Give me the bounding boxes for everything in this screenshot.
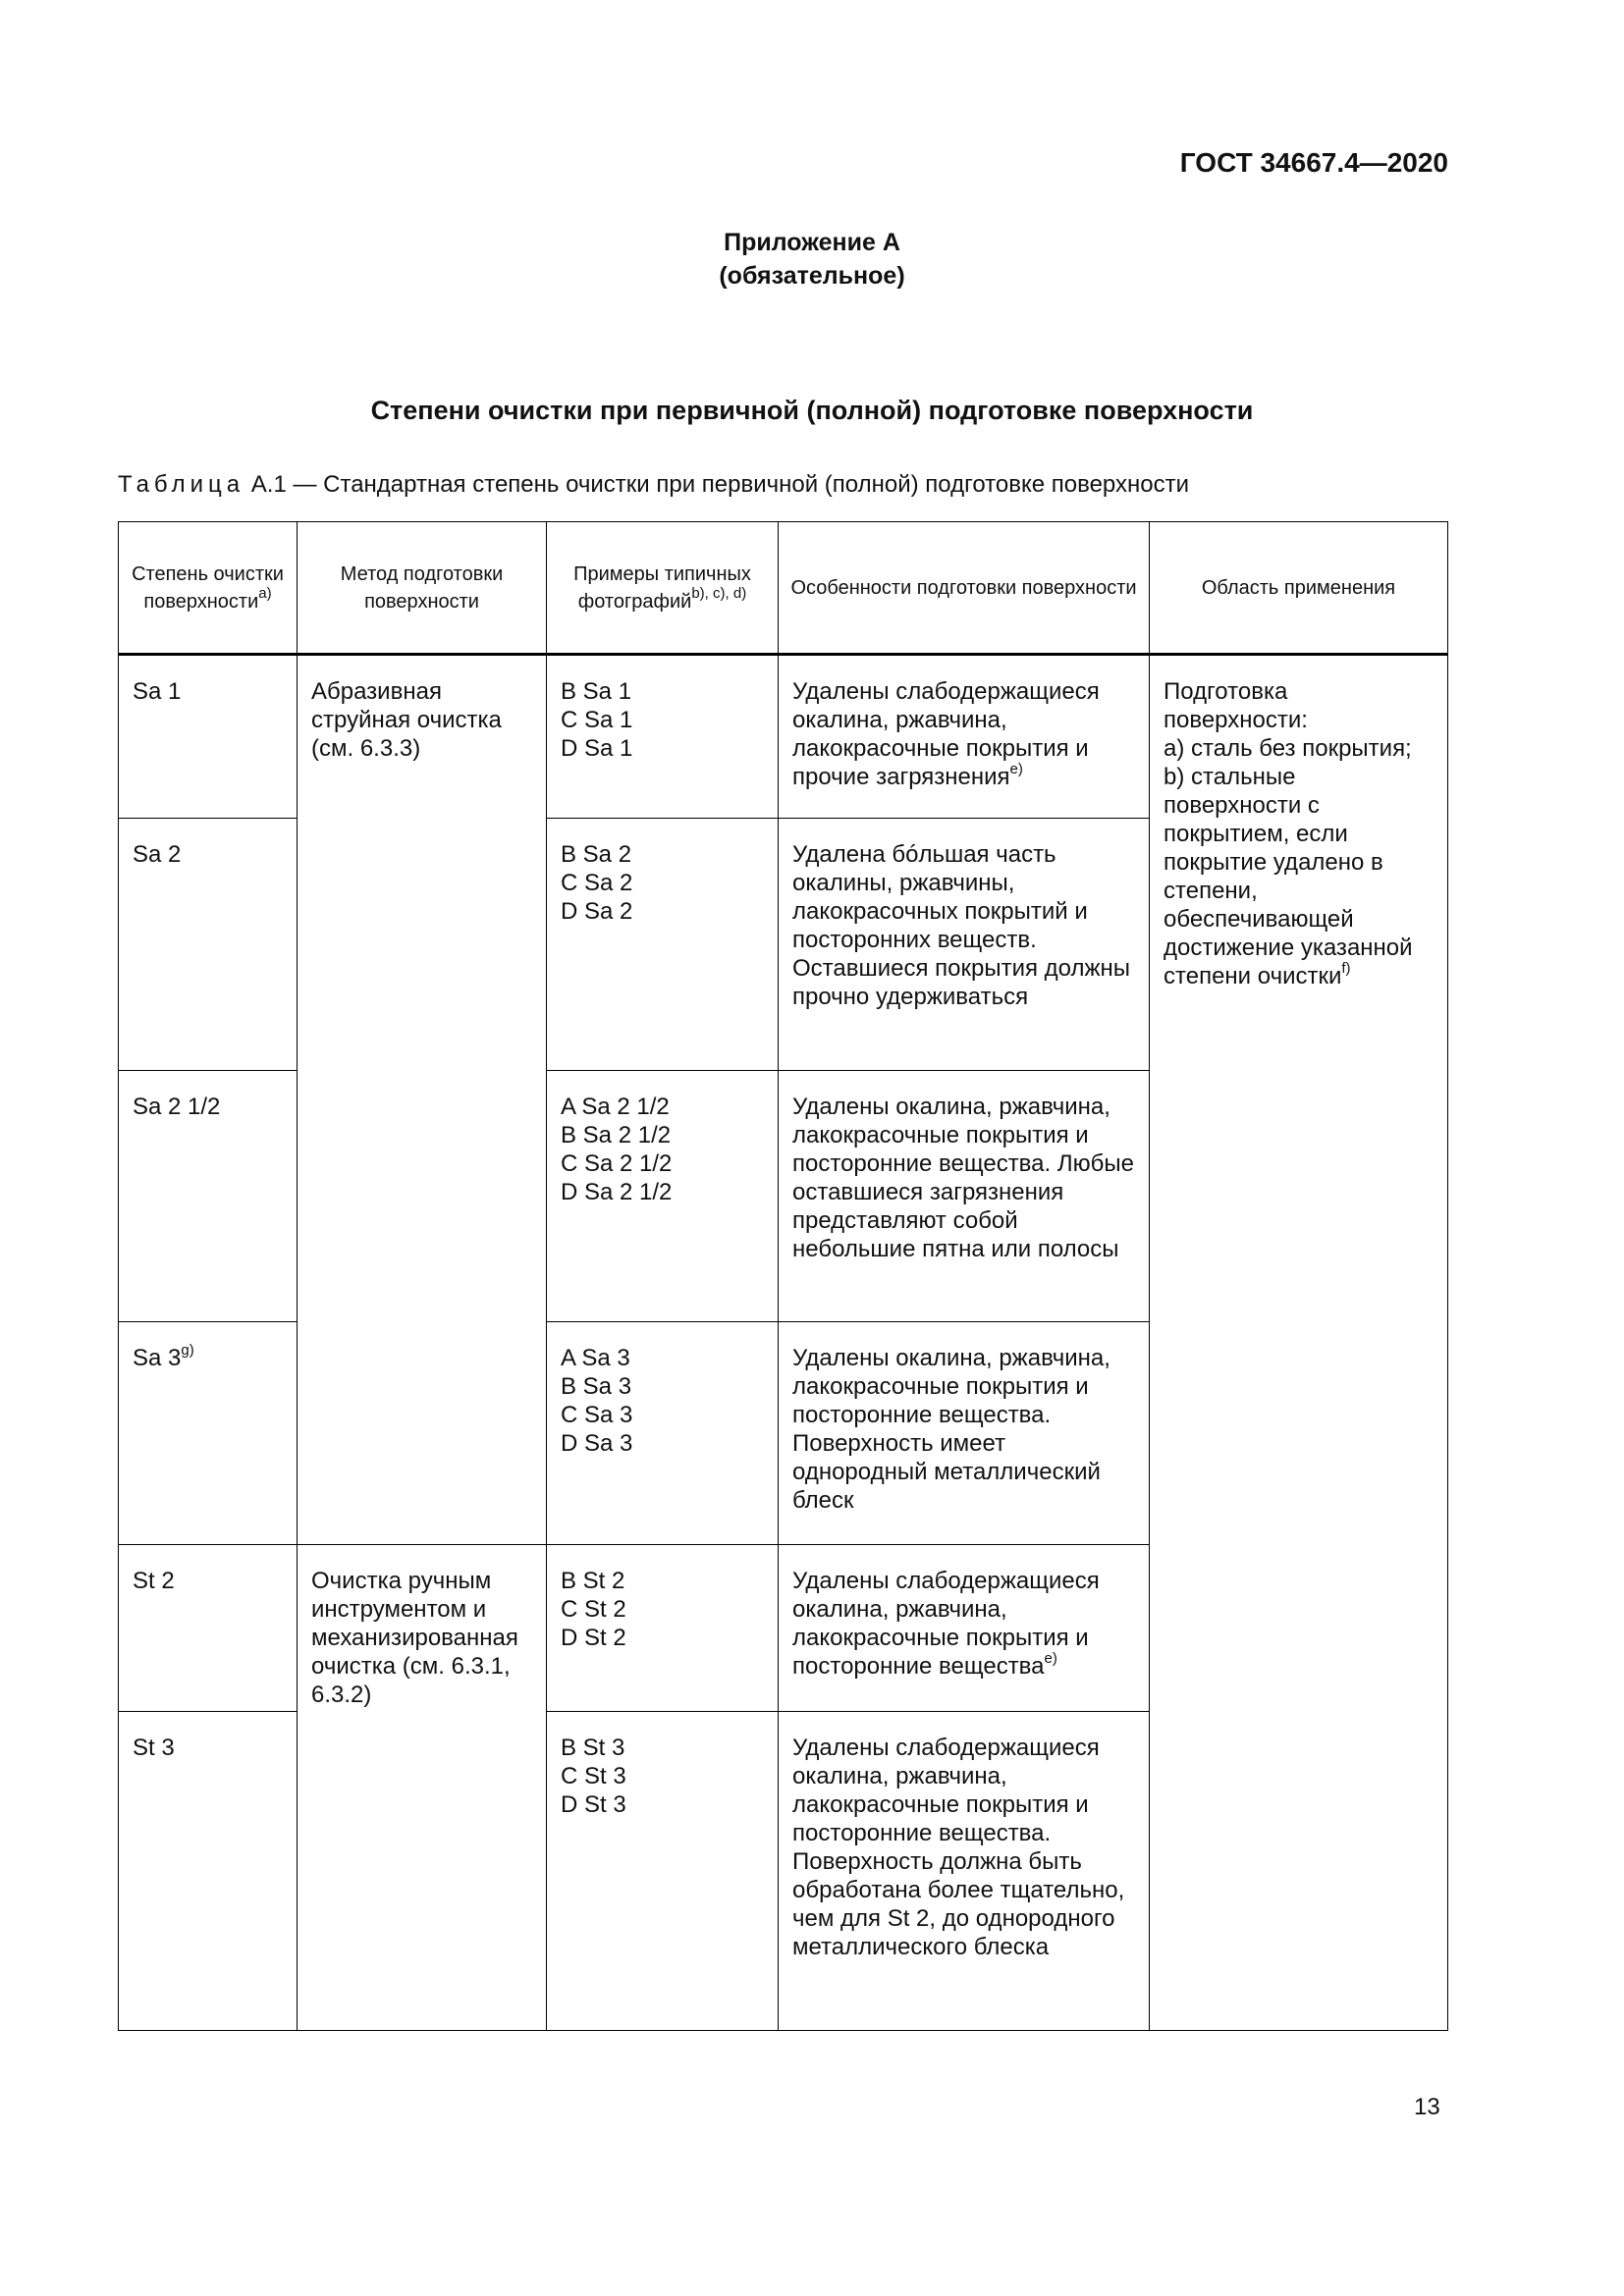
header-features: Особенности подготовки поверхности [779,522,1150,655]
photos-cell: B St 3 C St 3 D St 3 [547,1712,779,2031]
table-header-row [119,522,1448,655]
header-method: Метод подготовки поверхности [298,522,547,655]
table-row [119,655,1448,819]
grade-cell: Sa 2 [119,819,298,1071]
table-caption-text: А.1 — Стандартная степень очистки при первичной (полной) подготовке поверхности [244,471,1190,498]
table-caption [118,471,1189,499]
annex-status: (обязательное) [719,262,905,290]
section-title: Степени очистки при первичной (полной) подготовке поверхности [370,396,1254,425]
photos-cell: A Sa 3 B Sa 3 C Sa 3 D Sa 3 [547,1322,779,1545]
grade-cell: St 3 [119,1712,298,2031]
grade-cell: Sa 2 1/2 [119,1071,298,1322]
photos-cell: B Sa 1 C Sa 1 D Sa 1 [547,655,779,819]
features-cell: Удалены слабодержащиеся окалина, ржавчина, лакокрасочные покрытия и посторонние вещества. Поверхность должна быть обработана более тщательно, чем для St 2, до однородного металлического блеска [779,1712,1150,2031]
features-cell: Удалены окалина, ржавчина, лакокрасочные покрытия и посторонние вещества. Поверхность имеет однородный металлический блеск [779,1322,1150,1545]
photos-cell: B St 2 C St 2 D St 2 [547,1545,779,1712]
method-cell-manual: Очистка ручным инструментом и механизированная очистка (см. 6.3.1, 6.3.2) [298,1545,547,2031]
annex-heading [0,226,1624,293]
table-caption-label: Таблица [118,471,245,498]
features-cell: Удалены окалина, ржавчина, лакокрасочные покрытия и посторонние вещества. Любые оставшиеся загрязнения представляют собой небольшие пятна или полосы [779,1071,1150,1322]
grade-cell: St 2 [119,1545,298,1712]
page-number: 13 [1414,2094,1440,2120]
grade-cell: Sa 3$^{g)}$ [119,1322,298,1545]
scope-cell: Подготовка поверхности: a) сталь без покрытия; b) стальные поверхности с покрытием, если покрытие удалено в степени, обеспечивающей достижение указанной степени очистки$^{f)}$ [1150,655,1448,2031]
cleaning-grades-table [118,521,1448,2031]
grade-cell: Sa 1 [119,655,298,819]
header-grade: Степень очистки поверхности$^{a)}$ [119,522,298,655]
features-cell: Удалены слабодержащиеся окалина, ржавчина, лакокрасочные покрытия и посторонние вещества$^{e)}$ [779,1545,1150,1712]
photos-cell: A Sa 2 1/2 B Sa 2 1/2 C Sa 2 1/2 D Sa 2 1/2 [547,1071,779,1322]
header-photos: Примеры типичных фотографий$^{b), c), d)}$ [547,522,779,655]
annex-title: Приложение А [724,229,900,256]
method-cell-abrasive: Абразивная струйная очистка (см. 6.3.3) [298,655,547,1545]
features-cell: Удалена бóльшая часть окалины, ржавчины, лакокрасочных покрытий и посторонних веществ. Оставшиеся покрытия должны прочно удерживаться [779,819,1150,1071]
header-scope: Область применения [1150,522,1448,655]
document-id: ГОСТ 34667.4—2020 [1179,147,1448,178]
features-cell: Удалены слабодержащиеся окалина, ржавчина, лакокрасочные покрытия и прочие загрязнения$^{e)}$ [779,655,1150,819]
photos-cell: B Sa 2 C Sa 2 D Sa 2 [547,819,779,1071]
